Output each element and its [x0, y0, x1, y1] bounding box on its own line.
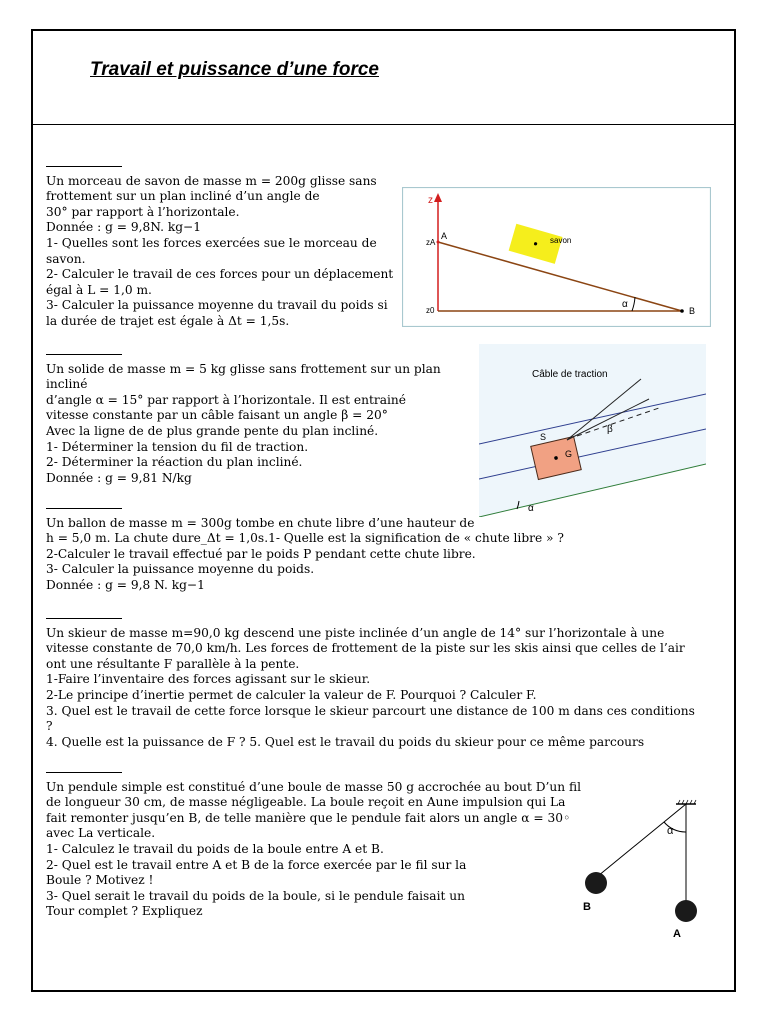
exercise-line: frottement sur un plan incliné d’un angle de: [46, 189, 320, 204]
ball-A: [675, 900, 697, 922]
alpha-label: α: [622, 299, 628, 310]
exercise-line: 30° par rapport à l’horizontale.: [46, 204, 240, 219]
exercise-line: avec La verticale.: [46, 826, 156, 841]
exercise-5: [46, 764, 581, 920]
exercise-line: ont une résultante F parallèle à la pente.: [46, 656, 300, 671]
exercise-line: savon.: [46, 251, 86, 266]
exercise-line: 1- Quelles sont les forces exercées sue le morceau de: [46, 235, 377, 250]
savon-label: savon: [550, 236, 572, 245]
exercise-1: [46, 158, 393, 330]
page-title: Travail et puissance d’une force: [90, 59, 379, 80]
exercise-line: Un solide de masse m = 5 kg glisse sans frottement sur un plan: [46, 361, 441, 376]
exercise-heading-rule: [46, 507, 122, 509]
exercise-line: Un ballon de masse m = 300g tombe en chute libre d’une hauteur de: [46, 515, 475, 530]
alpha-label: α: [667, 825, 674, 837]
exercise-line: 3- Calculer la puissance moyenne du poids.: [46, 562, 315, 577]
point-A: [437, 241, 440, 244]
exercise-line: 1- Calculez le travail du poids de la boule entre A et B.: [46, 841, 384, 856]
exercise-line: Un morceau de savon de masse m = 200g glisse sans: [46, 173, 377, 188]
pendulum-figure: [576, 796, 706, 942]
cable-label: Câble de traction: [532, 369, 608, 380]
exercise-line: 4. Quelle est la puissance de F ? 5. Quel est le travail du poids du skieur pour ce même parcours: [46, 734, 645, 749]
B-label: B: [583, 901, 591, 913]
z-label: z: [428, 195, 433, 206]
exercise-line: 1-Faire l’inventaire des forces agissant sur le skieur.: [46, 672, 371, 687]
exercise-line: Avec la ligne de de plus grande pente du plan incliné.: [46, 423, 379, 438]
exercise-line: de longueur 30 cm, de masse négligeable. La boule reçoit en Aune impulsion qui La: [46, 795, 566, 810]
exercise-line: la durée de trajet est égale à Δt = 1,5s.: [46, 313, 290, 328]
savon-incline-figure: [402, 187, 711, 327]
A-label: A: [441, 231, 448, 241]
exercise-heading-rule: [46, 353, 122, 355]
exercise-line: Un pendule simple est constitué d’une boule de masse 50 g accrochée au bout D’un fil: [46, 779, 581, 794]
point-B: [680, 309, 684, 313]
string-displaced: [598, 804, 686, 876]
ball-B: [585, 872, 607, 894]
exercise-line: d’angle α = 15° par rapport à l’horizontale. Il est entrainé: [46, 392, 406, 407]
exercise-line: Donnée : g = 9,8N. kg−1: [46, 220, 202, 235]
exercise-line: 2- Quel est le travail entre A et B de la force exercée par le fil sur la: [46, 857, 467, 872]
A-label: A: [673, 928, 681, 940]
exercise-line: Donnée : g = 9,8 N. kg−1: [46, 577, 205, 592]
exercise-line: 2- Déterminer la réaction du plan incliné.: [46, 455, 303, 470]
G-label: G: [565, 449, 573, 459]
exercise-4: [46, 610, 695, 750]
exercise-line: 1- Déterminer la tension du fil de traction.: [46, 439, 309, 454]
exercise-line: 3- Quel serait le travail du poids de la boule, si le pendule faisait un: [46, 888, 465, 903]
exercise-line: Tour complet ? Expliquez: [46, 904, 203, 919]
exercise-line: ?: [46, 719, 53, 734]
exercise-line: Boule ? Motivez !: [46, 873, 154, 888]
S-label: S: [540, 432, 547, 442]
exercise-line: Un skieur de masse m=90,0 kg descend une piste inclinée d’un angle de 14° sur l’horizontale à une: [46, 625, 665, 640]
B-label: B: [689, 306, 696, 316]
exercise-heading-rule: [46, 771, 122, 773]
exercise-line: 2- Calculer le travail de ces forces pour un déplacement: [46, 267, 394, 282]
exercise-line: vitesse constante par un câble faisant un angle β = 20°: [46, 408, 388, 423]
exercise-line: 2-Le principe d’inertie permet de calculer la valeur de F. Pourquoi ? Calculer F.: [46, 687, 537, 702]
exercise-line: 3- Calculer la puissance moyenne du travail du poids si: [46, 298, 388, 313]
alpha-label: α: [528, 503, 534, 514]
exercise-line: 2-Calculer le travail effectué par le poids P pendant cette chute libre.: [46, 546, 476, 561]
exercise-3: [46, 500, 564, 594]
exercise-2: [46, 346, 441, 486]
zA-label: zA: [426, 238, 436, 247]
exercise-line: h = 5,0 m. La chute dure_Δt = 1,0s.1- Quelle est la signification de « chute libre » ?: [46, 531, 564, 546]
exercise-line: vitesse constante de 70,0 km/h. Les forces de frottement de la piste sur les skis ainsi que celles de l’air: [46, 641, 685, 656]
exercise-heading-rule: [46, 617, 122, 619]
exercise-line: 3. Quel est le travail de cette force lorsque le skieur parcourt une distance de 100 m dans ces conditions: [46, 703, 695, 718]
exercise-line: égal à L = 1,0 m.: [46, 282, 152, 297]
exercise-line: incliné: [46, 377, 88, 392]
beta-label: β: [607, 424, 613, 435]
exercise-heading-rule: [46, 165, 122, 167]
exercise-line: fait remonter jusqu’en B, de telle manière que le pendule fait alors un angle α = 30◦: [46, 810, 571, 825]
z0-label: z0: [426, 306, 435, 315]
traction-figure: [479, 344, 706, 517]
exercise-line: Donnée : g = 9,81 N/kg: [46, 470, 192, 485]
